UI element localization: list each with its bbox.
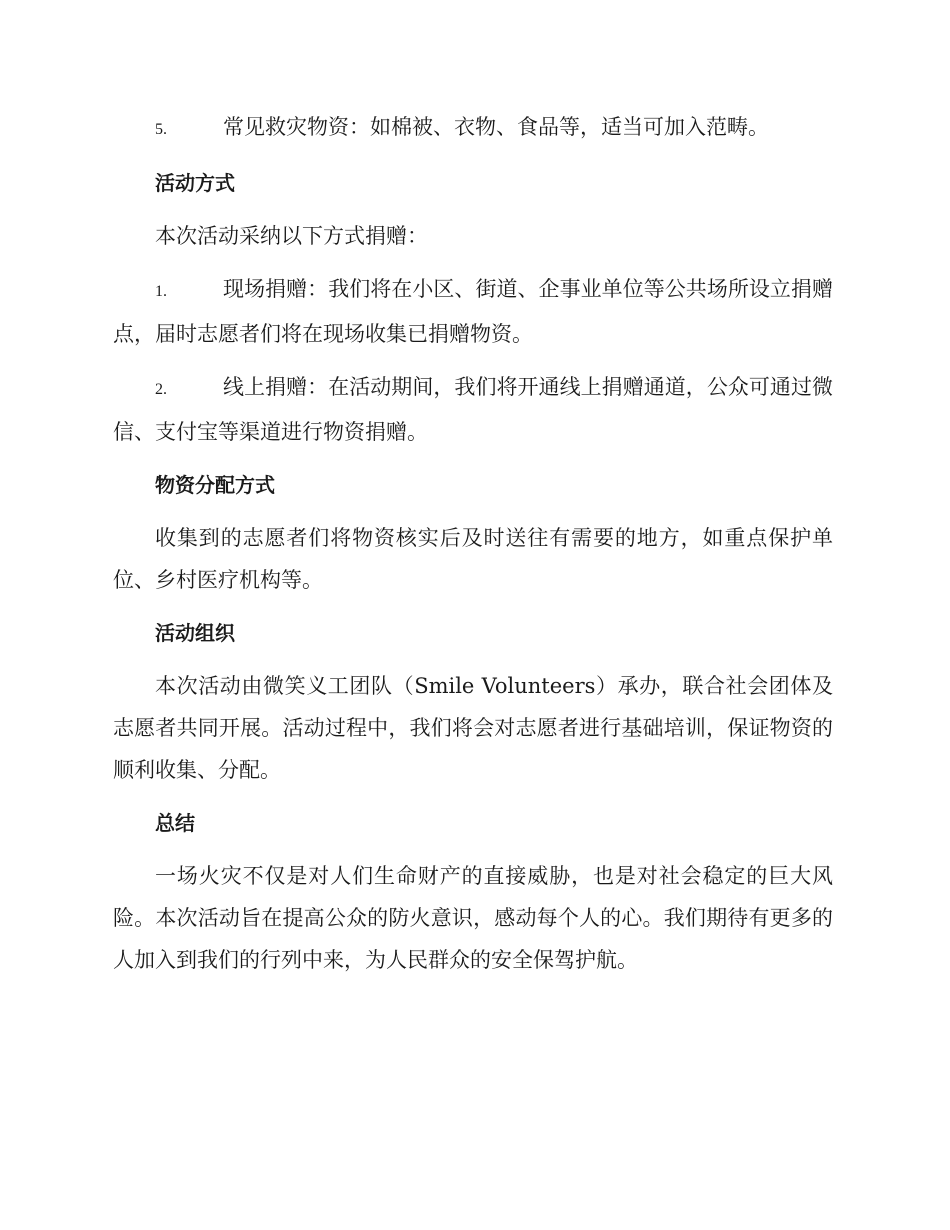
list-item-text: 现场捐赠：我们将在小区、街道、企事业单位等公共场所设立捐赠点，届时志愿者们将在现场收集已捐赠物资。: [113, 277, 833, 346]
list-item: [113, 106, 833, 151]
list-item-text: 线上捐赠：在活动期间，我们将开通线上捐赠通道，公众可通过微信、支付宝等渠道进行物资捐赠。: [113, 375, 833, 444]
list-item-number: 2.: [155, 381, 167, 398]
list-item-number: 5.: [155, 121, 167, 138]
section-body-distribution: 收集到的志愿者们将物资核实后及时送往有需要的地方，如重点保护单位、乡村医疗机构等。: [113, 526, 833, 592]
section-heading-distribution: 物资分配方式: [155, 473, 275, 497]
list-item-number: 1.: [155, 283, 167, 300]
section-heading-organization: 活动组织: [155, 621, 235, 645]
section-heading-summary: 总结: [155, 811, 195, 835]
section-body-summary: 一场火灾不仅是对人们生命财产的直接威胁，也是对社会稳定的巨大风险。本次活动旨在提高公众的防火意识，感动每个人的心。我们期待有更多的人加入到我们的行列中来，为人民群众的安全保驾护航。: [113, 864, 833, 972]
document-page: [113, 106, 833, 992]
section-intro-method: 本次活动采纳以下方式捐赠：: [155, 224, 428, 248]
list-item: [113, 366, 833, 453]
section-body-organization: 本次活动由微笑义工团队（Smile Volunteers）承办，联合社会团体及志愿者共同开展。活动过程中，我们将会对志愿者进行基础培训，保证物资的顺利收集、分配。: [113, 674, 833, 782]
list-item: [113, 268, 833, 355]
section-heading-method: 活动方式: [155, 171, 235, 195]
list-item-text: 常见救灾物资：如棉被、衣物、食品等，适当可加入范畴。: [223, 115, 769, 139]
